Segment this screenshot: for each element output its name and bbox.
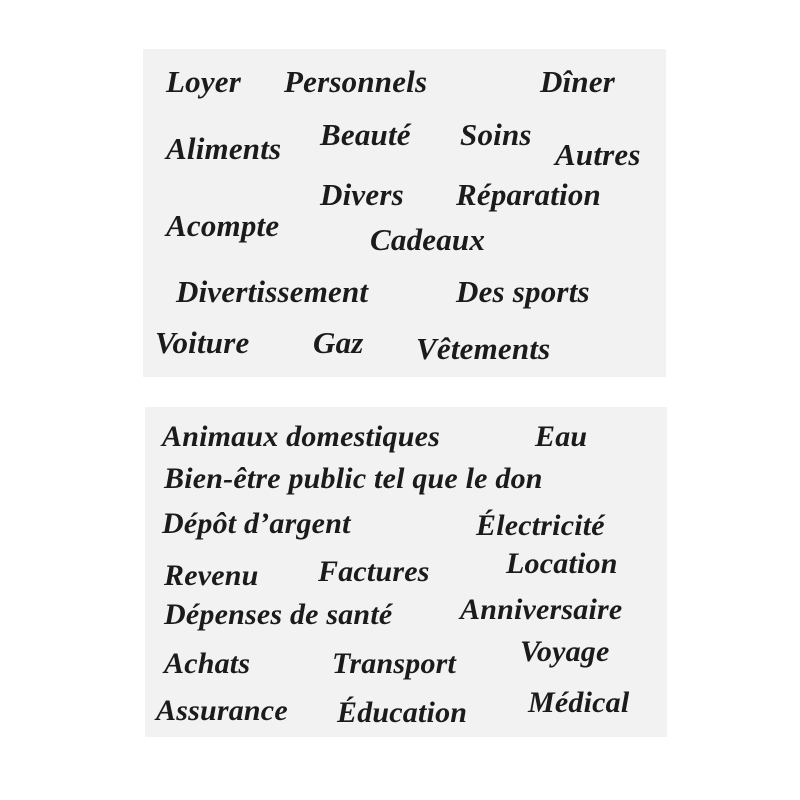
label-achats: Achats [164, 647, 251, 680]
label-animaux-domestiques: Animaux domestiques [162, 420, 441, 453]
label-education: Éducation [337, 696, 468, 729]
label-vetements: Vêtements [416, 331, 551, 366]
label-divertissement: Divertissement [176, 274, 369, 309]
label-autres: Autres [555, 137, 641, 172]
label-location: Location [506, 547, 618, 580]
label-loyer: Loyer [166, 64, 242, 99]
label-gaz: Gaz [313, 325, 364, 360]
label-acompte: Acompte [166, 208, 280, 243]
label-revenu: Revenu [164, 559, 259, 592]
sticker-sheet-bottom [145, 407, 667, 737]
label-personnels: Personnels [284, 64, 428, 99]
label-voiture: Voiture [155, 325, 250, 360]
label-factures: Factures [318, 555, 430, 588]
label-diner: Dîner [540, 64, 616, 99]
label-soins: Soins [460, 117, 532, 152]
label-reparation: Réparation [456, 177, 601, 212]
label-bien-etre-public: Bien-être public tel que le don [164, 462, 543, 495]
label-beaute: Beauté [320, 117, 411, 152]
sticker-sheet-top [143, 49, 666, 377]
label-cadeaux: Cadeaux [370, 222, 486, 257]
label-voyage: Voyage [520, 635, 610, 668]
label-divers: Divers [320, 177, 404, 212]
label-depot-argent: Dépôt d’argent [162, 507, 351, 540]
label-transport: Transport [332, 647, 457, 680]
label-medical: Médical [528, 686, 630, 719]
label-aliments: Aliments [166, 131, 282, 166]
label-electricite: Électricité [476, 509, 605, 542]
label-des-sports: Des sports [456, 274, 590, 309]
label-depenses-de-sante: Dépenses de santé [164, 598, 393, 631]
label-assurance: Assurance [156, 694, 288, 727]
label-anniversaire: Anniversaire [460, 593, 623, 626]
label-eau: Eau [535, 420, 588, 453]
